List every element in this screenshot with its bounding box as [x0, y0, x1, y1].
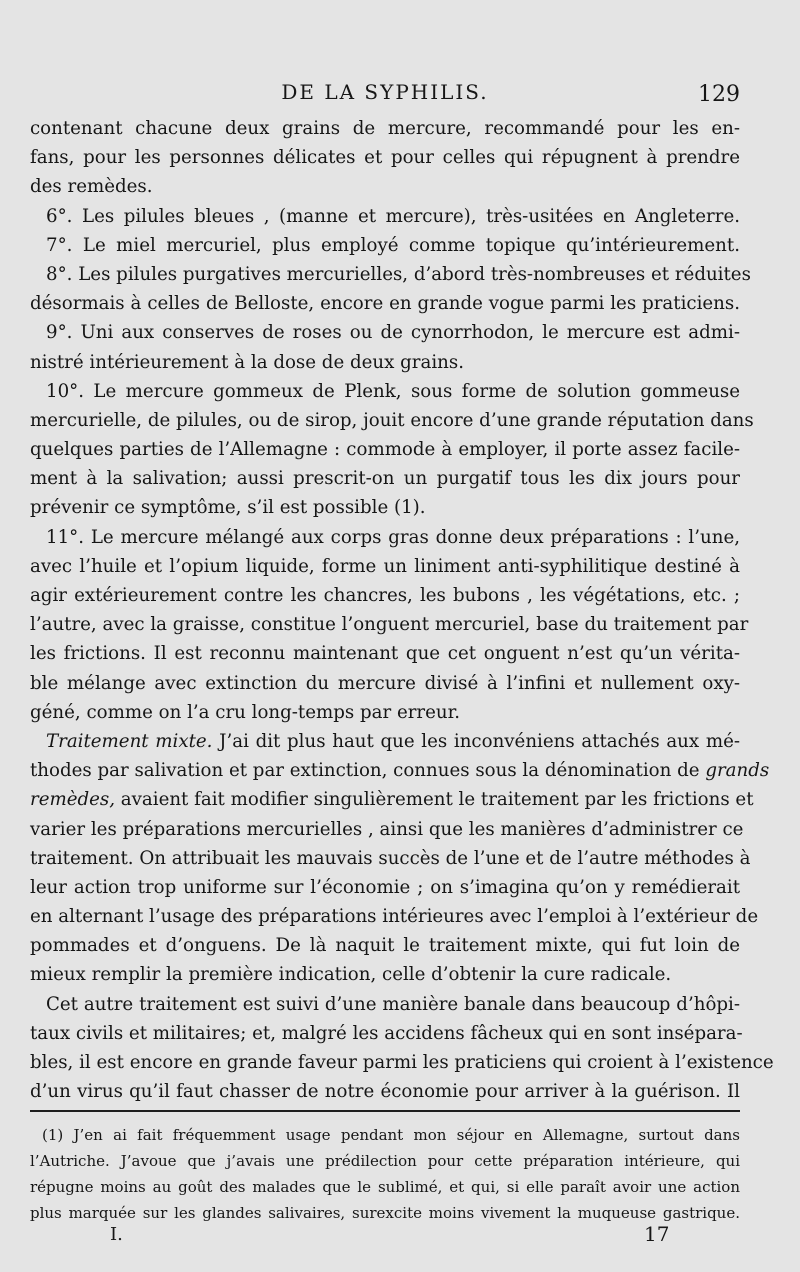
- text-line: 6°. Les pilules bleues , (manne et mercure), très-usitées en Angleterre.: [46, 205, 740, 227]
- text-line: varier les préparations mercurielles , ainsi que les manières d’administrer ce: [30, 818, 744, 840]
- text-line: agir extérieurement contre les chancres, les bubons , les végétations, etc. ;: [30, 585, 740, 606]
- text-fragment: J’ai dit plus haut que les inconvéniens attachés aux mé-: [219, 730, 740, 752]
- text-line: désormais à celles de Belloste, encore en grande vogue parmi les praticiens.: [30, 293, 740, 315]
- text-line: avec l’huile et l’opium liquide, forme un liniment anti-syphilitique destiné à: [30, 555, 740, 577]
- text-line: leur action trop uniforme sur l’économie ; on s’imagina qu’on y remédierait: [30, 876, 740, 898]
- text-line: contenant chacune deux grains de mercure, recommandé pour les en-: [30, 118, 740, 139]
- text-line: [30, 785, 754, 814]
- text-line: fans, pour les personnes délicates et pour celles qui répugnent à prendre: [30, 147, 740, 169]
- sheet-number: 17: [644, 1222, 670, 1246]
- text-line: nistré intérieurement à la dose de deux grains.: [30, 351, 464, 373]
- footnote-line: (1) J’en ai fait fréquemment usage pendant mon séjour en Allemagne, surtout dans: [42, 1126, 740, 1144]
- signature-mark: I.: [110, 1224, 123, 1245]
- text-line: pommades et d’onguens. De là naquit le traitement mixte, qui fut loin de: [30, 935, 740, 957]
- text-line: d’un virus qu’il faut chasser de notre économie pour arriver à la guérison. Il: [30, 1081, 740, 1103]
- text-line: des remèdes.: [30, 176, 153, 198]
- text-line: [30, 727, 740, 756]
- footnote-line: l’Autriche. J’avoue que j’avais une prédilection pour cette préparation intérieure, qui: [30, 1152, 740, 1170]
- text-line: traitement. On attribuait les mauvais succès de l’une et de l’autre méthodes à: [30, 847, 751, 869]
- footnote-divider: [30, 1110, 740, 1112]
- text-line: 11°. Le mercure mélangé aux corps gras donne deux préparations : l’une,: [46, 526, 740, 548]
- text-fragment: thodes par salivation et par extinction, connues sous la dénomination de: [30, 760, 700, 782]
- text-line: 7°. Le miel mercuriel, plus employé comme topique qu’intérieurement.: [46, 234, 740, 256]
- text-line: 10°. Le mercure gommeux de Plenk, sous forme de solution gommeuse: [46, 380, 740, 402]
- italic-term: Traitement mixte.: [46, 730, 213, 752]
- page-header: [30, 80, 740, 110]
- text-fragment: avaient fait modifier singulièrement le traitement par les frictions et: [120, 789, 754, 811]
- text-line: quelques parties de l’Allemagne : commode à employer, il porte assez facile-: [30, 439, 740, 461]
- footnote-line: plus marquée sur les glandes salivaires, surexcite moins vivement la muqueuse gastrique.: [30, 1204, 740, 1222]
- text-line: prévenir ce symptôme, s’il est possible (1).: [30, 497, 426, 519]
- text-line: l’autre, avec la graisse, constitue l’onguent mercuriel, base du traitement par: [30, 614, 749, 636]
- italic-term: grands: [705, 760, 770, 782]
- text-line: en alternant l’usage des préparations intérieures avec l’emploi à l’extérieur de: [30, 906, 759, 928]
- text-line: 8°. Les pilules purgatives mercurielles, d’abord très-nombreuses et réduites: [46, 263, 751, 285]
- text-line: 9°. Uni aux conserves de roses ou de cynorrhodon, le mercure est admi-: [46, 322, 740, 344]
- text-line: les frictions. Il est reconnu maintenant que cet onguent n’est qu’un vérita-: [30, 643, 740, 665]
- footnote: [30, 1122, 740, 1226]
- page-number: 129: [698, 82, 740, 107]
- text-line: géné, comme on l’a cru long-temps par erreur.: [30, 701, 461, 723]
- text-line: taux civils et militaires; et, malgré les accidens fâcheux qui en sont insépara-: [30, 1022, 743, 1044]
- text-line: Cet autre traitement est suivi d’une manière banale dans beaucoup d’hôpi-: [46, 993, 740, 1015]
- text-line: mieux remplir la première indication, celle d’obtenir la cure radicale.: [30, 964, 672, 986]
- running-title: DE LA SYPHILIS.: [281, 80, 489, 104]
- italic-term: remèdes,: [30, 789, 115, 811]
- text-line: ble mélange avec extinction du mercure divisé à l’infini et nullement oxy-: [30, 672, 740, 694]
- text-line: ment à la salivation; aussi prescrit-on un purgatif tous les dix jours pour: [30, 468, 740, 490]
- footnote-line: répugne moins au goût des malades que le sublimé, et qui, si elle paraît avoir une action: [30, 1178, 740, 1196]
- body-text: [30, 114, 774, 1106]
- text-line: bles, il est encore en grande faveur parmi les praticiens qui croient à l’existence: [30, 1052, 774, 1073]
- text-line: mercurielle, de pilules, ou de sirop, jouit encore d’une grande réputation dans: [30, 409, 754, 431]
- text-line: [30, 756, 770, 785]
